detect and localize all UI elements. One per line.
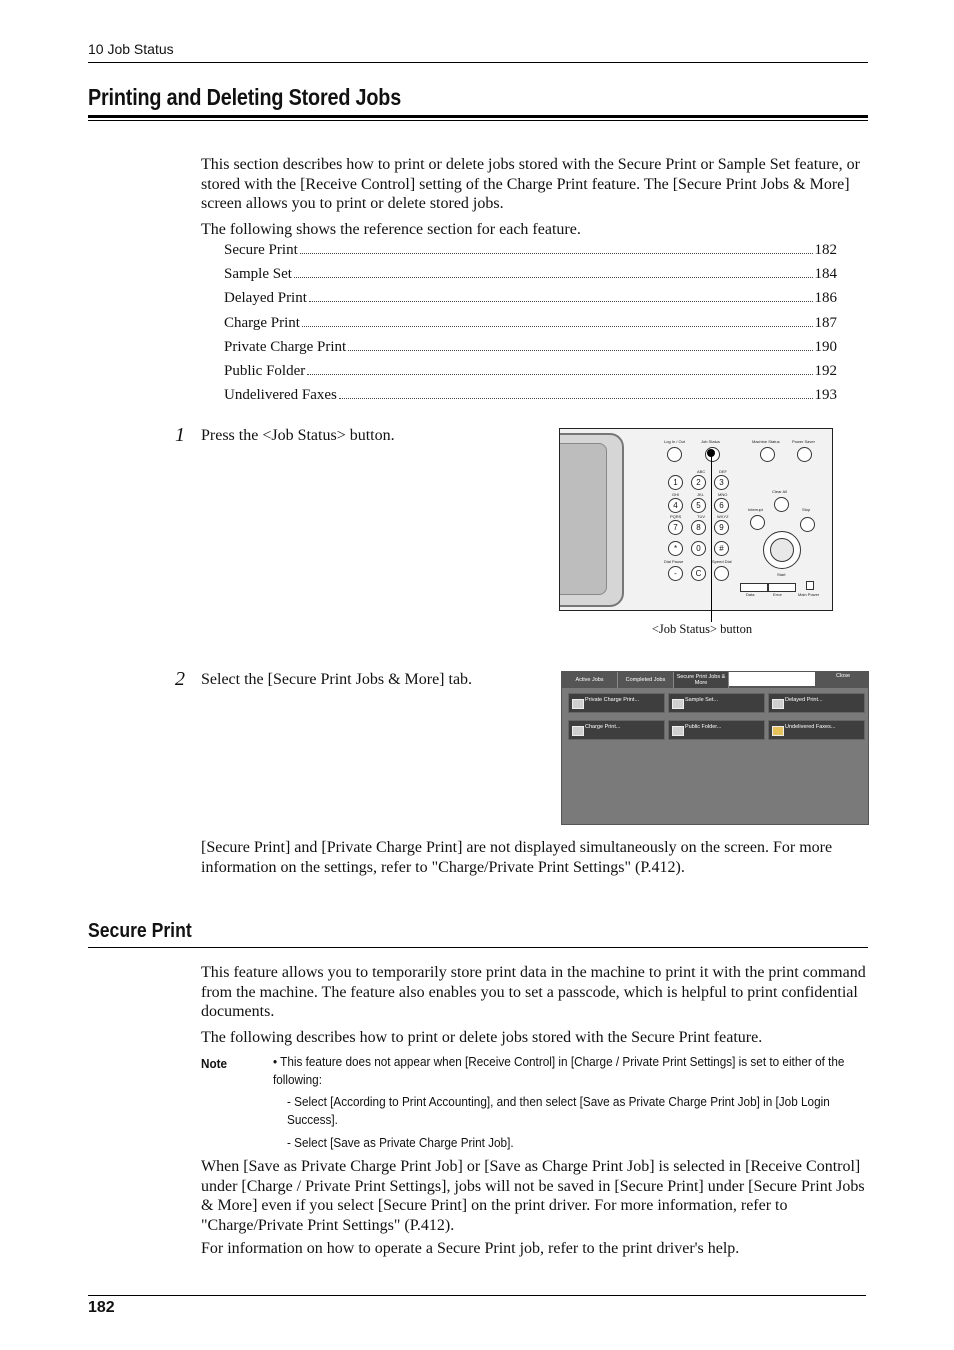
panel-label: Error — [773, 592, 782, 597]
subsection-title: Secure Print — [88, 920, 192, 942]
step-text: Select the [Secure Print Jobs & More] tab. — [201, 671, 473, 688]
panel-label: Clear All — [772, 489, 787, 494]
reference-page: 186 — [814, 290, 837, 307]
power-saver-key[interactable] — [797, 447, 812, 462]
panel-label: Main Power — [798, 592, 820, 597]
private-charge-print-button[interactable] — [568, 693, 665, 713]
reference-list — [224, 242, 837, 411]
header-rule — [88, 62, 868, 63]
login-key[interactable] — [667, 447, 682, 462]
key-letters: GHI — [672, 492, 680, 497]
button-label: Delayed Print... — [785, 697, 823, 703]
close-button[interactable]: Close — [835, 673, 851, 679]
reference-page: 190 — [814, 338, 837, 355]
reference-item[interactable] — [224, 315, 837, 339]
reference-label: Charge Print — [224, 314, 300, 331]
panel-label: Start — [777, 572, 786, 577]
reference-item[interactable] — [224, 387, 837, 411]
reference-page: 182 — [814, 242, 837, 258]
note-label: Note — [201, 1056, 228, 1071]
subsection-rule — [88, 947, 868, 948]
section-title: Printing and Deleting Stored Jobs — [88, 84, 402, 110]
reference-page: 184 — [814, 266, 837, 283]
key-2[interactable]: 2 — [691, 475, 706, 490]
key-letters: TUV — [697, 514, 705, 519]
callout-leader — [711, 452, 712, 622]
key-letters: WXYZ — [717, 514, 729, 519]
panel-label: Data — [746, 592, 755, 597]
footer-rule — [88, 1295, 866, 1296]
panel-label: Job Status — [701, 439, 720, 444]
clear-all-key[interactable] — [774, 497, 789, 512]
start-key[interactable] — [763, 531, 801, 569]
step-number: 1 — [175, 424, 185, 446]
step-number: 2 — [175, 668, 185, 690]
printer-icon — [672, 699, 684, 709]
note-subitem: - Select [Save as Private Charge Print Job]. — [287, 1136, 514, 1150]
key-4[interactable]: 4 — [668, 498, 683, 513]
figure-caption: <Job Status> button — [651, 622, 753, 636]
key-star[interactable]: * — [668, 541, 683, 556]
stop-key[interactable] — [800, 517, 815, 532]
start-icon — [770, 538, 794, 562]
panel-label: Speed Dial — [712, 559, 732, 564]
key-8[interactable]: 8 — [691, 520, 706, 535]
key-3[interactable]: 3 — [714, 475, 729, 490]
key-6[interactable]: 6 — [714, 498, 729, 513]
key-letters: ABC — [697, 469, 706, 474]
button-label: Charge Print... — [585, 724, 621, 730]
control-panel-figure — [559, 428, 833, 611]
note-bullet: • This feature does not appear when [Receive Control] in [Charge / Private Print Settings] is set to either of the following: — [273, 1055, 845, 1087]
key-7[interactable]: 7 — [668, 520, 683, 535]
error-indicator — [768, 583, 796, 592]
chapter-header: 10 Job Status — [88, 41, 174, 57]
printer-icon — [572, 726, 584, 736]
button-label: Undelivered Faxes... — [785, 724, 836, 730]
reference-label: Sample Set — [224, 266, 292, 283]
panel-label: Dial Pause — [664, 559, 684, 564]
title-rule-thin — [88, 120, 868, 121]
tab-spacer — [729, 672, 815, 686]
reference-page: 192 — [814, 362, 837, 379]
key-letters: JKL — [697, 492, 704, 497]
page-number: 182 — [88, 1299, 115, 1316]
driver-help-paragraph: For information on how to operate a Secure Print job, refer to the print driver's help. — [201, 1240, 740, 1257]
leader-dots — [348, 350, 812, 351]
reference-intro: The following shows the reference section for each feature. — [201, 221, 581, 238]
printer-icon — [772, 699, 784, 709]
title-rule-thick — [88, 115, 868, 118]
panel-label: Stop — [802, 507, 811, 512]
key-letters: MNO — [718, 492, 728, 497]
clear-key[interactable]: C — [691, 566, 706, 581]
warning-icon — [772, 726, 784, 736]
panel-screen — [559, 443, 607, 595]
note-subitem: - Select [According to Print Accounting], and then select [Save as Private Charge Print Job] in [Job Login Success]. — [287, 1095, 830, 1127]
key-hash[interactable]: # — [714, 541, 729, 556]
main-power-indicator — [806, 581, 814, 590]
reference-item[interactable] — [224, 290, 837, 314]
panel-label: Interrupt — [748, 507, 763, 512]
panel-label: Power Saver — [792, 439, 815, 444]
display-note-paragraph: [Secure Print] and [Private Charge Print] are not displayed simultaneously on the screen. For more information on the settings, refer to "Charge/Private Print Settings" (P.412). — [201, 839, 833, 876]
button-label: Sample Set... — [685, 697, 719, 703]
reference-label: Delayed Print — [224, 290, 307, 307]
public-folder-button[interactable] — [668, 720, 765, 740]
undelivered-faxes-button[interactable] — [768, 720, 865, 740]
charge-print-button[interactable] — [568, 720, 665, 740]
button-label: Public Folder... — [685, 724, 722, 730]
key-5[interactable]: 5 — [691, 498, 706, 513]
reference-page: 193 — [814, 387, 837, 404]
key-9[interactable]: 9 — [714, 520, 729, 535]
tab-active-jobs[interactable]: Active Jobs — [562, 672, 618, 688]
leader-dots — [294, 277, 813, 278]
reference-item[interactable] — [224, 363, 837, 387]
reference-label: Undelivered Faxes — [224, 387, 337, 404]
tab-completed-jobs[interactable]: Completed Jobs — [618, 672, 674, 688]
callout-dot — [707, 449, 715, 457]
folder-icon — [672, 726, 684, 736]
reference-page: 187 — [814, 314, 837, 331]
reference-item[interactable] — [224, 266, 837, 290]
machine-status-key[interactable] — [760, 447, 775, 462]
speed-dial-key[interactable] — [714, 566, 729, 581]
key-letters: PQRS — [670, 514, 682, 519]
leader-dots — [307, 374, 812, 375]
sample-set-button[interactable] — [668, 693, 765, 713]
dial-pause-key[interactable]: - — [668, 566, 683, 581]
panel-label: Machine Status — [752, 439, 780, 444]
job-status-screen-figure — [561, 671, 869, 825]
key-0[interactable]: 0 — [691, 541, 706, 556]
leader-dots — [300, 253, 813, 254]
tab-secure-print-jobs[interactable]: Secure Print Jobs & More — [674, 672, 729, 688]
printer-icon — [572, 699, 584, 709]
reference-label: Secure Print — [224, 242, 298, 258]
key-1[interactable]: 1 — [668, 475, 683, 490]
key-letters: DEF — [719, 469, 727, 474]
reference-item[interactable] — [224, 339, 837, 363]
data-indicator — [740, 583, 768, 592]
delayed-print-button[interactable] — [768, 693, 865, 713]
leader-dots — [309, 301, 813, 302]
leader-dots — [302, 326, 813, 327]
secure-print-following: The following describes how to print or delete jobs stored with the Secure Print feature. — [201, 1029, 763, 1046]
secure-print-intro: This feature allows you to temporarily store print data in the machine to print it with the print command from the machine. The feature also enables you to set a passcode, which is helpful to print confidential documents. — [201, 964, 866, 1020]
receive-control-paragraph: When [Save as Private Charge Print Job] or [Save as Charge Print Job] is selected in [Receive Control] under [Charge / Private Print Settings], jobs will not be saved in [Secure Print] under [Secure Print Jobs & More] even if you select [Secure Print] on the print driver. For more information, refer to "Charge/Private Print Settings" (P.412). — [201, 1158, 865, 1234]
intro-paragraph: This section describes how to print or delete jobs stored with the Secure Print or Sample Set feature, or stored with the [Receive Control] setting of the Charge Print feature. The [Secure Print Jobs & More] screen allows you to print or delete stored jobs. — [201, 156, 860, 212]
reference-label: Public Folder — [224, 362, 306, 379]
panel-label: Log In / Out — [664, 439, 685, 444]
button-label: Private Charge Print... — [585, 697, 640, 703]
reference-label: Private Charge Print — [224, 338, 347, 355]
reference-item[interactable] — [224, 242, 837, 266]
step-text: Press the <Job Status> button. — [201, 427, 395, 444]
leader-dots — [339, 398, 813, 399]
interrupt-key[interactable] — [750, 515, 765, 530]
